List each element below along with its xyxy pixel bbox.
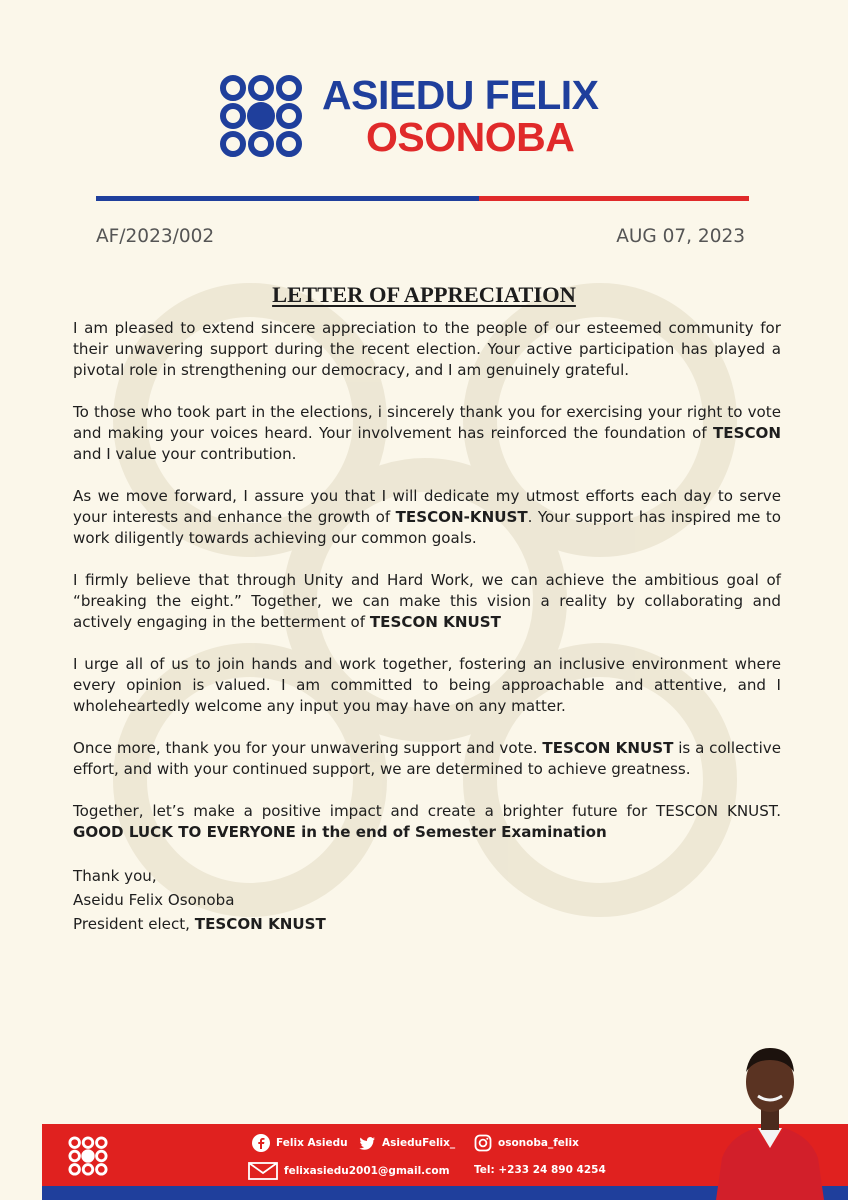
- email-icon: [248, 1162, 278, 1180]
- instagram-contact[interactable]: [474, 1134, 579, 1152]
- candidate-name-first: ASIEDU FELIX: [322, 72, 599, 118]
- instagram-handle: osonoba_felix: [498, 1137, 579, 1149]
- facebook-icon: [252, 1134, 270, 1152]
- twitter-contact[interactable]: [358, 1134, 455, 1152]
- paragraph-5: I urge all of us to join hands and work together, fostering an inclusive environment where every opinion is valued. I am committed to being approachable and attentive, and I wholeheartedly welcome any input you may have on any matter.: [73, 655, 781, 715]
- twitter-handle: AsieduFelix_: [382, 1137, 456, 1149]
- divider-blue: [96, 196, 479, 201]
- letter-body: [73, 318, 781, 936]
- signer-role: President elect, TESCON KNUST: [73, 915, 326, 933]
- instagram-icon: [474, 1134, 492, 1152]
- paragraph-7: Together, let’s make a positive impact and create a brighter future for TESCON KNUST. GOOD LUCK TO EVERYONE in the end of Semester Examination: [73, 802, 781, 841]
- facebook-handle: Felix Asiedu: [276, 1137, 348, 1149]
- paragraph-6: Once more, thank you for your unwavering support and vote. TESCON KNUST is a collective effort, and with your continued support, we are determined to achieve greatness.: [73, 739, 781, 778]
- reference-number: AF/2023/002: [96, 226, 215, 247]
- candidate-photo: [706, 1030, 834, 1200]
- signer-name: Aseidu Felix Osonoba: [73, 891, 235, 909]
- twitter-icon: [358, 1134, 376, 1152]
- footer-party-logo-icon: [68, 1136, 108, 1176]
- letter-date: AUG 07, 2023: [616, 226, 745, 247]
- candidate-name-last: OSONOBA: [366, 114, 575, 160]
- letter-title: LETTER OF APPRECIATION: [272, 282, 576, 307]
- signature-block: [73, 864, 781, 936]
- facebook-contact[interactable]: [252, 1134, 348, 1152]
- letterhead: [0, 0, 848, 200]
- email-address: felixasiedu2001@gmail.com: [284, 1165, 450, 1177]
- paragraph-2: To those who took part in the elections, i sincerely thank you for exercising your right to vote and making your voices heard. Your involvement has reinforced the foundation of TESCON and I value your contribution.: [73, 403, 781, 463]
- paragraph-4: I firmly believe that through Unity and Hard Work, we can achieve the ambitious goal of “breaking the eight.” Together, we can make this vision a reality by collaborating and actively engaging in the betterment of TESCON KNUST: [73, 571, 781, 631]
- email-contact[interactable]: [248, 1162, 450, 1180]
- divider-red: [479, 196, 749, 201]
- phone-contact[interactable]: [474, 1164, 606, 1176]
- closing: Thank you,: [73, 867, 157, 885]
- party-logo-icon: [219, 74, 303, 158]
- paragraph-3: As we move forward, I assure you that I will dedicate my utmost efforts each day to serve your interests and enhance the growth of TESCON-KNUST. Your support has inspired me to work diligently towards achieving our common goals.: [73, 487, 781, 547]
- phone-number: Tel: +233 24 890 4254: [474, 1164, 606, 1176]
- paragraph-1: I am pleased to extend sincere appreciation to the people of our esteemed community for their unwavering support during the recent election. Your active participation has played a pivotal role in strengthening our democracy, and I am genuinely grateful.: [73, 319, 781, 379]
